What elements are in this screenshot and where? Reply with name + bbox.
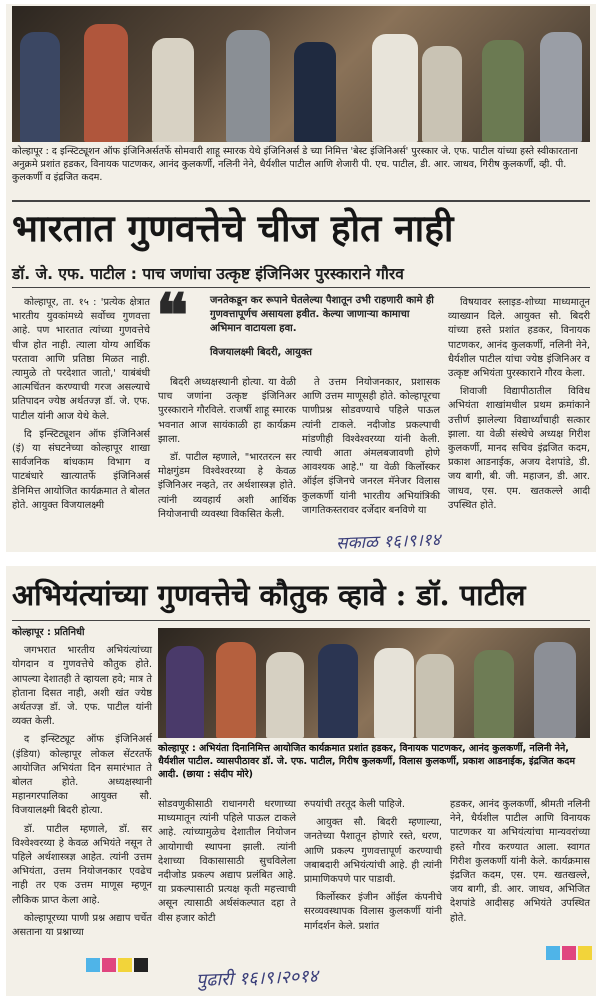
article-column-3 <box>304 798 442 938</box>
award-ceremony-photo-2 <box>158 628 590 738</box>
paragraph: विषयावर स्लाइड-शोच्या माध्यमातून व्याख्यान दिले. आयुक्त सौ. बिदरी यांच्या हस्ते प्रशांत हडकर, विनायक पाटणकर, आनंद कुलकर्णी, नलिनी नेने, धैर्यशील पाटील यांचा ज्येष्ठ इंजिनिअर व उत्कृष्ट अभियंता पुरस्काराने गौरव केला. <box>448 297 590 380</box>
registration-mark-black <box>134 958 148 972</box>
registration-mark-yellow <box>118 958 132 972</box>
paragraph: शिवाजी विद्यापीठातील विविध अभियंता शाखांमधील प्रथम क्रमांकाने उत्तीर्ण झालेल्या विद्यार्थ्यांचाही सत्कार झाला. या वेळी संस्थेचे अध्यक्ष गिरीश कुलकर्णी, मानद सचिव इंद्रजित कदम, प्रकाश आडनाईक, अजय देशपांडे, डी. जय बागी, बी. जी. महाजन, डी. आर. जाधव, एस. एम. खतकल्ले आदी उपस्थित होते. <box>448 386 590 511</box>
paragraph: जगभरात भारतीय अभियंत्यांच्या योगदान व गुणवत्तेचे कौतुक होते. आपल्या देशातही ते व्हायला हवे; मात्र ते होताना दिसत नाही, अशी खंत ज्येष्ठ अर्थतज्ज्ञ डॉ. जे. एफ. पाटील यांनी व्यक्त केली. <box>12 645 152 728</box>
paragraph: किर्लोस्कर इंजीन ऑईल कंपनीचे सरव्यवस्थापक विलास कुलकर्णी यांनी मार्गदर्शन केले. प्रशांत <box>304 892 442 932</box>
divider <box>12 287 590 288</box>
paragraph: बिदरी अध्यक्षस्थानी होत्या. या वेळी पाच जणांना उत्कृष्ट इंजिनिअर पुरस्काराने गौरविले. राजर्षी शाहू स्मारक भवनात आज सायंकाळी हा कार्यक्रम झाला. <box>158 377 296 445</box>
article-column-2 <box>158 798 296 930</box>
article-column-2 <box>158 376 296 526</box>
photo-caption-2 <box>158 742 590 781</box>
quote-text: जनतेकडून कर रूपाने घेतलेल्या पैशातून उभी राहणारी कामे ही गुणवत्तापूर्णच असायला हवीत. केल्या जाणाऱ्या कामाचा अभिमान वाटायला हवा. <box>210 295 434 334</box>
paragraph: रुपयांची तरतूद केली पाहिजे. <box>304 799 406 810</box>
article-column-1 <box>12 626 152 944</box>
paragraph: कोल्हापूर, ता. १५ : 'प्रत्येक क्षेत्रात भारतीय युवकांमध्ये सर्वोच्च गुणवत्ता आहे. पण भारतात त्यांच्या गुणवत्तेचे चीज होत नाही. त्याला योग्य आर्थिक परतावा आणि प्रतिष्ठा मिळत नाही. त्यामुळे तो परदेशात जातो,' याबंबंधी आत्मचिंतन करण्याची गरज असल्याचे प्रतिपादन ज्येष्ठ अर्थतज्ज्ञ डॉ. जे. एफ. पाटील यांनी आज येथे केले. <box>12 297 150 422</box>
paragraph: सोडवणुकीसाठी राधानगरी धरणाच्या माध्यमातून त्यांनी पहिले पाऊल टाकले आहे. त्यांच्यामुळेच देशातील नियोजन आयोगाची स्थापना झाली. त्यांनी देशाच्या विकासासाठी सुचविलेला नदीजोड प्रकल्प अद्याप प्रलंबित आहे. या प्रकल्पासाठी प्रत्यक्ष कृती महत्त्वाची असून त्यासाठी अर्थसंकल्पात दहा ते वीस हजार कोटी <box>158 799 296 924</box>
quote-mark-icon: ❝ <box>156 281 189 351</box>
subheadline-1: डॉ. जे. एफ. पाटील : पाच जणांचा उत्कृष्ट इंजिनिअर पुरस्काराने गौरव <box>12 265 404 283</box>
paragraph: डॉ. पाटील म्हणाले, डॉ. सर विश्वेश्वरय्या हे केवळ अभियंते नसून ते पहिले अर्थशास्त्रज्ञ आहेत. त्यांनी उत्तम अभियंता, उत्तम नियोजनकार एवढेच नाही तर एक उत्तम माणूस म्हणून लौकिक प्राप्त केला आहे. <box>12 823 152 906</box>
paragraph: कोल्हापूरच्या पाणी प्रश्न अद्याप चर्चेत असताना या प्रश्नाच्या <box>12 912 152 939</box>
quote-author: विजयालक्ष्मी बिदरी, आयुक्त <box>210 347 312 358</box>
divider <box>12 620 590 621</box>
pull-quote <box>156 281 436 364</box>
newspaper-clipping-2 <box>6 566 596 996</box>
paragraph: ते उत्तम नियोजनकार, प्रशासक आणि उत्तम माणूसही होते. कोल्हापूरचा पाणीप्रश्न सोडवण्याचे पहिले पाऊल त्यांनी टाकले. नदीजोड प्रकल्पाची मांडणीही विश्वेश्वरय्या यांनी केली. त्याची आता अंमलबजावणी होणे आवश्यक आहे." या वेळी किर्लोस्कर ऑईल इंजिनचे जनरल मॅनेजर विलास कुलकर्णी यांनी भारतीय अभियांत्रिकी जागतिकस्तरावर दर्जेदार बनविणे या <box>302 377 440 516</box>
article-column-4 <box>448 296 590 517</box>
registration-mark-yellow <box>578 946 592 960</box>
registration-mark-magenta <box>562 946 576 960</box>
handwritten-date-stamp-2: पुढारी १६।९।२०१४ <box>195 965 319 992</box>
article-column-4 <box>450 798 590 930</box>
registration-mark-magenta <box>102 958 116 972</box>
headline-2: अभियंत्यांच्या गुणवत्तेचे कौतुक व्हावे : डॉ. पाटील <box>12 578 526 612</box>
caption-text: कोल्हापूर : अभियंता दिनानिमित्त आयोजित कार्यक्रमात प्रशांत हडकर, विनायक पाटणकर, आनंद कुलकर्णी, नलिनी नेने, धैर्यशील पाटील. व्यासपीठावर डॉ. जे. एफ. पाटील, गिरीष कुलकर्णी, विलास कुलकर्णी, प्रकाश आडनाईक, इंद्रजित कदम आदी. <box>158 743 575 780</box>
registration-mark-cyan <box>546 946 560 960</box>
photo-caption-1: कोल्हापूर : द इन्स्टिट्यूशन ऑफ इंजिनिअर्सतर्फे सोमवारी शाहू स्मारक येथे इंजिनिअर्स डे च्या निमित्त 'बेस्ट इंजिनिअर्स' पुरस्कार जे. एफ. पाटील यांच्या हस्ते स्वीकारताना अनुक्रमे प्रशांत हडकर, विनायक पाटणकर, आनंद कुलकर्णी, नलिनी नेने, धैर्यशील पाटील आणि शेजारी पी. एच. पाटील, डी. आर. जाधव, गिरीष कुलकर्णी, व्ही. पी. कुलकर्णी व इंद्रजित कदम. <box>12 146 578 183</box>
award-ceremony-photo-1 <box>12 6 590 142</box>
paragraph: दि इन्स्टिट्यूशन ऑफ इंजिनिअर्स (इं) या संघटनेच्या कोल्हापूर शाखा सार्वजनिक बांधकाम विभाग व पाटबंधारे खात्यातर्फे इंजिनिअर्स डेनिमित्त आयोजित कार्यक्रमात ते बोलत होते. आयुक्त विजयालक्ष्मी <box>12 428 150 511</box>
article-column-1 <box>12 296 150 517</box>
photo-credit: (छाया : संदीप मोरे) <box>182 769 253 780</box>
dateline: कोल्हापूर : प्रतिनिधी <box>12 627 85 638</box>
paragraph: हडकर, आनंद कुलकर्णी, श्रीमती नलिनी नेने, धैर्यशील पाटील आणि विनायक पाटणकर या अभियंत्यांचा मान्यवरांच्या हस्ते गौरव करण्यात आला. स्वागत गिरीश कुलकर्णी यांनी केले. कार्यक्रमास इंद्रजित कदम, एस. एम. खतखल्ले, जय बागी, डी. आर. जाधव, अभिजित देशपांडे आदीसह अभियंते उपस्थित होते. <box>450 799 590 924</box>
registration-mark-cyan <box>86 958 100 972</box>
headline-1: भारतात गुणवत्तेचे चीज होत नाही <box>12 206 454 250</box>
paragraph: आयुक्त सौ. बिदरी म्हणाल्या, जनतेच्या पैशातून होणारे रस्ते, धरण, आणि प्रकल्प गुणवत्तापूर्ण करण्याची जबाबदारी अभियंत्यांची आहे. ही त्यांनी प्रामाणिकपणे पार पाडावी. <box>304 817 442 886</box>
newspaper-clipping-1 <box>6 4 596 552</box>
paragraph: डॉ. पाटील म्हणाले, "भारतरत्न सर मोक्षगुंडम विश्वेश्वरय्या हे केवळ इंजिनिअर नव्हते, तर अर्थशास्त्रज्ञ होते. त्यांनी व्यवहार्य अशी आर्थिक नियोजनाची व्यवस्था विकसित केली. <box>158 452 296 520</box>
paragraph: द इन्स्टिट्यूट ऑफ इंजिनिअर्स (इंडिया) कोल्हापूर लोकल सेंटरतर्फे आयोजित अभियंता दिन समारंभात ते बोलत होते. अध्यक्षस्थानी महानगरपालिका आयुक्त सौ. विजयालक्ष्मी बिदरी होत्या. <box>12 734 152 817</box>
handwritten-date-stamp-1: सकाळ १६।९।१४ <box>335 530 441 554</box>
article-column-3 <box>302 376 440 522</box>
